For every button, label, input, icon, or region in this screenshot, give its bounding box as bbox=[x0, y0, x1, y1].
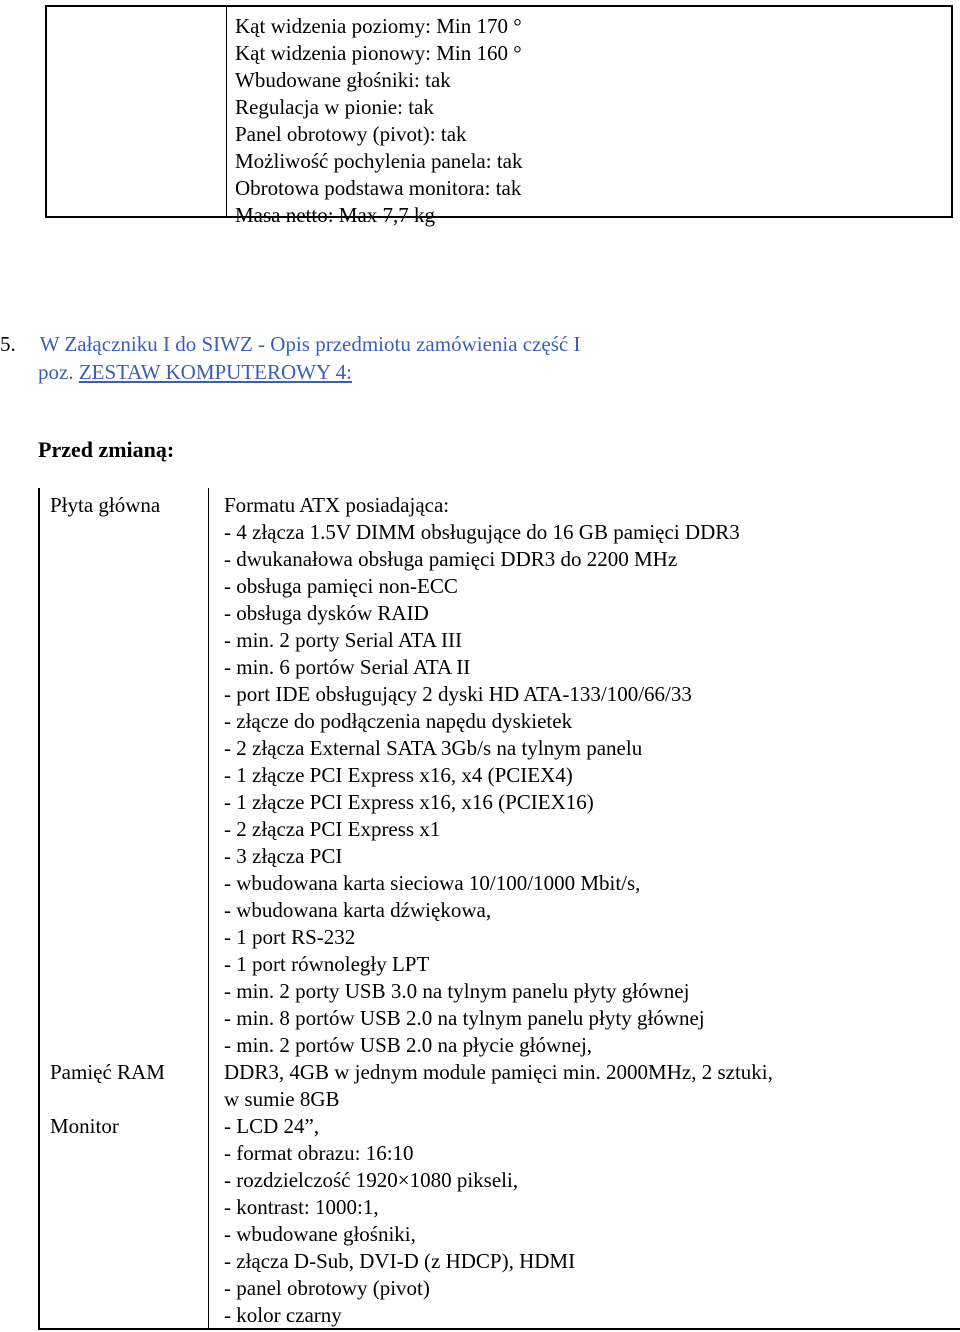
row-label-motherboard: Płyta główna bbox=[50, 493, 161, 517]
section-title: W Załączniku I do SIWZ - Opis przedmiotu zamówienia część I bbox=[39, 332, 581, 356]
spec-line: - 1 złącze PCI Express x16, x16 (PCIEX16) bbox=[224, 790, 594, 814]
spec-line: - kontrast: 1000:1, bbox=[224, 1195, 379, 1219]
spec-table bbox=[38, 488, 960, 1330]
spec-line: - 2 złącza External SATA 3Gb/s na tylnym panelu bbox=[224, 736, 643, 760]
column-divider bbox=[226, 7, 227, 216]
spec-line: - 1 port RS-232 bbox=[224, 925, 356, 949]
spec-line: - 1 port równoległy LPT bbox=[224, 952, 430, 976]
section-number: 5. bbox=[0, 332, 16, 356]
spec-line: Kąt widzenia poziomy: Min 170 ° bbox=[235, 14, 522, 38]
monitor-spec-list bbox=[235, 13, 523, 229]
spec-line: Masa netto: Max 7,7 kg bbox=[235, 203, 436, 227]
spec-line: - obsługa dysków RAID bbox=[224, 601, 429, 625]
spec-line: - min. 2 porty Serial ATA III bbox=[224, 628, 463, 652]
previous-spec-table bbox=[45, 5, 953, 227]
row-value-ram bbox=[224, 1059, 773, 1113]
spec-line: - min. 2 portów USB 2.0 na płycie głównej, bbox=[224, 1033, 593, 1057]
row-label-ram: Pamięć RAM bbox=[50, 1060, 165, 1084]
spec-line: - 3 złącza PCI bbox=[224, 844, 343, 868]
spec-line: - wbudowane głośniki, bbox=[224, 1222, 416, 1246]
row-value-motherboard bbox=[224, 492, 740, 1059]
spec-line: Formatu ATX posiadająca: bbox=[224, 493, 450, 517]
spec-line: - kolor czarny bbox=[224, 1303, 342, 1327]
section-heading bbox=[0, 330, 581, 386]
spec-line: Możliwość pochylenia panela: tak bbox=[235, 149, 523, 173]
column-divider bbox=[208, 488, 209, 1328]
spec-line: w sumie 8GB bbox=[224, 1087, 340, 1111]
row-label-monitor: Monitor bbox=[50, 1114, 119, 1138]
spec-line: - rozdzielczość 1920×1080 pikseli, bbox=[224, 1168, 519, 1192]
spec-line: - min. 2 porty USB 3.0 na tylnym panelu płyty głównej bbox=[224, 979, 690, 1003]
spec-line: Regulacja w pionie: tak bbox=[235, 95, 434, 119]
spec-line: - 1 złącze PCI Express x16, x4 (PCIEX4) bbox=[224, 763, 573, 787]
spec-line: - LCD 24”, bbox=[224, 1114, 320, 1138]
before-change-label: Przed zmianą: bbox=[38, 437, 175, 462]
spec-line: - min. 8 portów USB 2.0 na tylnym panelu płyty głównej bbox=[224, 1006, 705, 1030]
spec-line: Kąt widzenia pionowy: Min 160 ° bbox=[235, 41, 522, 65]
spec-line: - format obrazu: 16:10 bbox=[224, 1141, 414, 1165]
spec-line: - wbudowana karta sieciowa 10/100/1000 Mbit/s, bbox=[224, 871, 641, 895]
spec-line: - złącza D-Sub, DVI-D (z HDCP), HDMI bbox=[224, 1249, 576, 1273]
spec-line: - 2 złącza PCI Express x1 bbox=[224, 817, 441, 841]
spec-line: Wbudowane głośniki: tak bbox=[235, 68, 451, 92]
spec-line: - 4 złącza 1.5V DIMM obsługujące do 16 GB pamięci DDR3 bbox=[224, 520, 740, 544]
spec-line: - dwukanałowa obsługa pamięci DDR3 do 2200 MHz bbox=[224, 547, 678, 571]
row-value-monitor bbox=[224, 1113, 575, 1329]
spec-line: - min. 6 portów Serial ATA II bbox=[224, 655, 471, 679]
poz-prefix: poz. bbox=[38, 360, 74, 384]
spec-line: - wbudowana karta dźwiękowa, bbox=[224, 898, 492, 922]
spec-line: - panel obrotowy (pivot) bbox=[224, 1276, 430, 1300]
spec-line: - port IDE obsługujący 2 dyski HD ATA-133/100/66/33 bbox=[224, 682, 692, 706]
spec-line: Obrotowa podstawa monitora: tak bbox=[235, 176, 522, 200]
spec-line: - złącze do podłączenia napędu dyskietek bbox=[224, 709, 573, 733]
spec-line: - obsługa pamięci non-ECC bbox=[224, 574, 458, 598]
spec-line: DDR3, 4GB w jednym module pamięci min. 2000MHz, 2 sztuki, bbox=[224, 1060, 773, 1084]
spec-line: Panel obrotowy (pivot): tak bbox=[235, 122, 467, 146]
poz-name: ZESTAW KOMPUTEROWY 4: bbox=[78, 360, 352, 384]
